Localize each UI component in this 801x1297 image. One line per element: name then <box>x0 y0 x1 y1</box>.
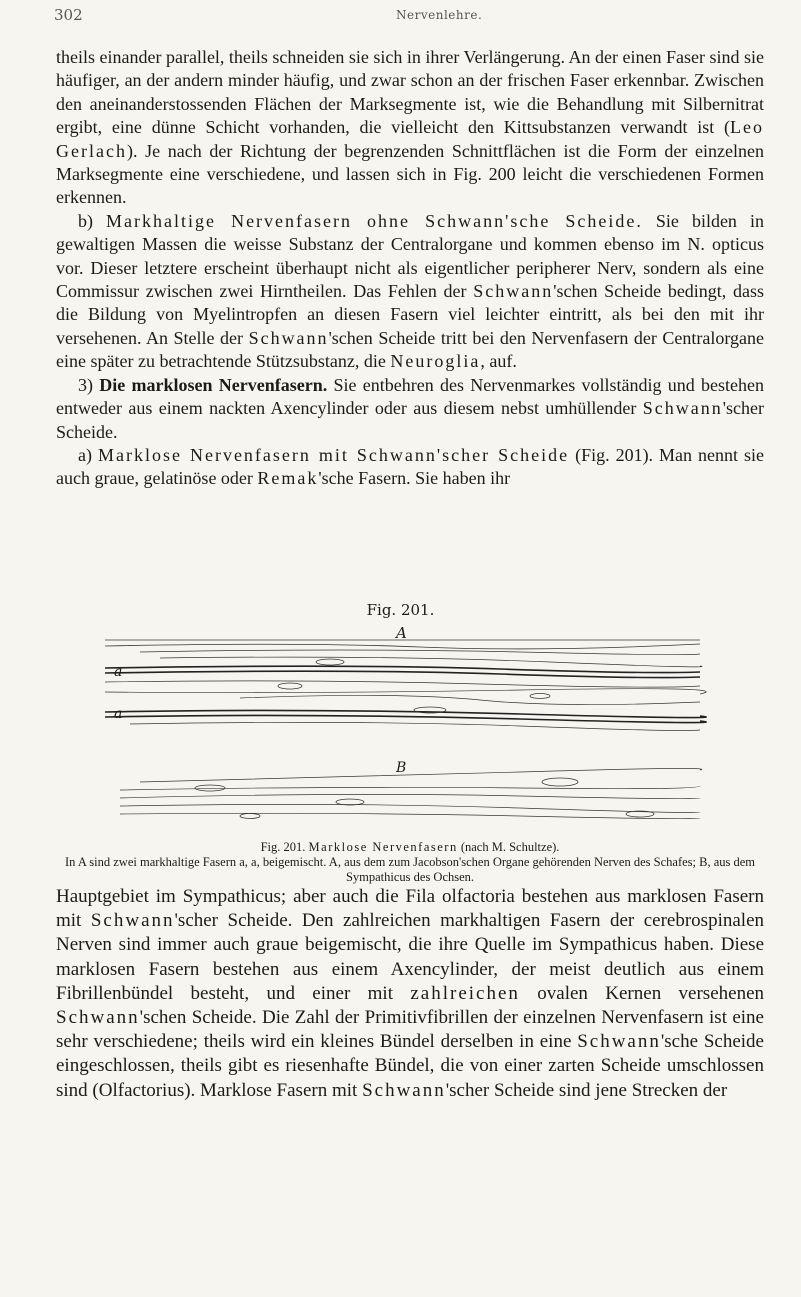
text-run: ovalen Kernen versehenen <box>519 982 765 1004</box>
section-heading-b: Markhaltige Nervenfasern ohne Schwann'sche Scheide. <box>106 210 643 231</box>
paragraph-4 <box>56 444 764 491</box>
text-run: 'scher Scheide sind jene Strecken der <box>445 1079 728 1101</box>
figure-illustration <box>100 622 740 832</box>
text-run: Sie entbehren des Nervenmarkes vollständig und bestehen entweder aus einem nackten Axencylinder oder aus diesem nebst umhüllender <box>56 374 764 419</box>
nucleus <box>336 799 364 805</box>
text-run: ). Je nach der Richtung der begrenzenden Schnittflächen ist die Form der einzelnen Marksegmente eine verschiedene, und lassen sich in Fig. 200 leicht die verschiedenen Formen erkennen. <box>56 140 764 208</box>
item-label: 3) <box>78 374 100 395</box>
fiber-line <box>160 657 702 667</box>
text-run: Sie bilden in gewaltigen Massen die weisse Substanz der Centralorgane und kommen ebenso im N. opticus vor. Dieser letztere erscheint überhaupt nicht als eigentlicher peripherer Nerv, sondern als eine Commissur zwischen zwei Hirntheilen. Das Fehlen der <box>56 210 764 302</box>
figure-panel-label-a: A <box>396 624 407 642</box>
person-name: Schwann <box>577 1031 661 1053</box>
text-run: (Fig. 201). Man nennt sie auch graue, gelatinöse oder <box>56 444 765 489</box>
fiber-line <box>140 768 702 782</box>
author-name: Leo Gerlach <box>56 117 764 161</box>
fiber-line <box>130 722 700 730</box>
fiber-line <box>120 804 700 812</box>
fiber-line <box>105 681 700 687</box>
nucleus <box>316 659 344 665</box>
paragraph-1 <box>56 46 764 210</box>
section-heading-3: Die marklosen Nervenfasern. <box>99 374 328 395</box>
caption-source: (nach M. Schultze). <box>457 840 560 854</box>
person-name: Schwann <box>362 1079 446 1101</box>
item-label: b) <box>78 210 107 231</box>
text-run: 'sche Scheide eingeschlossen, theils gibt es riesenhafte Bündel, die von einer zarten Scheide umschlossen sind (Olfactorius). Marklose Fasern mit <box>56 1031 764 1101</box>
fiber-line <box>105 644 700 649</box>
text-run: 'scher Scheide. Den zahlreichen markhaltigen Fasern der cerebrospinalen Nerven sind immer auch graue beigemischt, die ihre Quelle im Sympathicus haben. Diese marklosen Fasern bestehen aus einem Axencylinder, der meist deutlich aus einem Fibrillenbündel besteht, und einer mit <box>56 910 764 1004</box>
emphasis: zahlreichen <box>410 982 520 1004</box>
text-block-upper <box>56 46 764 491</box>
paragraph-2 <box>56 210 764 374</box>
fiber-line <box>140 650 700 655</box>
figure-caption <box>56 840 764 885</box>
nucleus <box>278 683 302 689</box>
nucleus <box>195 785 225 791</box>
person-name: Schwann <box>90 910 175 932</box>
person-name: Schwann <box>56 1007 140 1029</box>
fiber-label-a2: a <box>114 706 123 722</box>
text-run: 'schen Scheide. Die Zahl der Primitivfibrillen der einzelnen Nervenfasern ist eine sehr verschiedene; theils wird ein kleines Bündel derselben in eine <box>56 1007 764 1053</box>
caption-fig-number: Fig. 201. <box>260 840 306 854</box>
text-run: 'scher Scheide. <box>56 398 764 442</box>
section-heading-a: Marklose Nervenfasern mit Schwann'scher Scheide <box>97 444 570 465</box>
fiber-line <box>120 786 700 790</box>
fiber-line <box>105 689 706 694</box>
text-block-lower <box>56 885 764 1103</box>
paragraph-3 <box>56 374 764 444</box>
panel-b-fibers <box>120 768 702 818</box>
page-number: 302 <box>54 6 83 24</box>
nucleus <box>240 814 260 819</box>
person-name: Schwann <box>248 327 329 348</box>
caption-line-2: In A sind zwei markhaltige Fasern a, a, beigemischt. A, aus dem zum Jacobson'schen Organe gehörenden Nerven des Schafes; B, aus dem Sympathicus des Ochsen. <box>64 855 756 884</box>
text-run: Hauptgebiet im Sympathicus; aber auch die Fila olfactoria bestehen aus marklosen Fasern mit <box>56 886 764 932</box>
caption-heading: Marklose Nervenfasern <box>308 840 458 854</box>
nucleus <box>542 778 578 786</box>
person-name: Schwann <box>642 398 723 419</box>
text-run: 'schen Scheide bedingt, dass die Bildung von Myelintropfen an diesen Fasern viel leichter eintritt, als bei den mit ihr versehenen. An Stelle der <box>56 281 764 348</box>
text-run: 'schen Scheide tritt bei den Nervenfasern der Centralorgane eine später zu betrachtende Stützsubstanz, die <box>56 327 764 372</box>
panel-a-fibers <box>105 640 706 731</box>
person-name: Remak <box>257 468 319 489</box>
page-header <box>0 6 801 28</box>
fiber-line <box>120 794 700 798</box>
figure-title: Fig. 201. <box>366 601 435 619</box>
nucleus <box>530 694 550 699</box>
term-neuroglia: Neuroglia <box>390 351 481 372</box>
paragraph-5 <box>56 885 764 1103</box>
fiber-line <box>240 695 700 704</box>
caption-line-1 <box>56 840 764 855</box>
figure-panel-label-b: B <box>396 760 407 776</box>
fiber-label-a1: a <box>114 664 123 680</box>
text-run: 'sche Fasern. Sie haben ihr <box>318 468 511 489</box>
person-name: Schwann <box>473 281 554 302</box>
item-label: a) <box>78 444 98 465</box>
text-run: , auf. <box>480 351 517 372</box>
running-head: Nervenlehre. <box>396 8 483 22</box>
text-run: theils einander parallel, theils schneiden sie sich in ihrer Verlängerung. An der einen Faser sind sie häufiger, an der andern minder häufig, und zwar schon an der frischen Faser erkennbar. Zwischen den aneinanderstossenden Flächen der Marksegmente ist, wie die Behandlung mit Silbernitrat ergibt, eine dünne Schicht vorhanden, die vielleicht den Kittsubstanzen verwandt ist ( <box>56 47 764 138</box>
fiber-line <box>120 813 700 818</box>
